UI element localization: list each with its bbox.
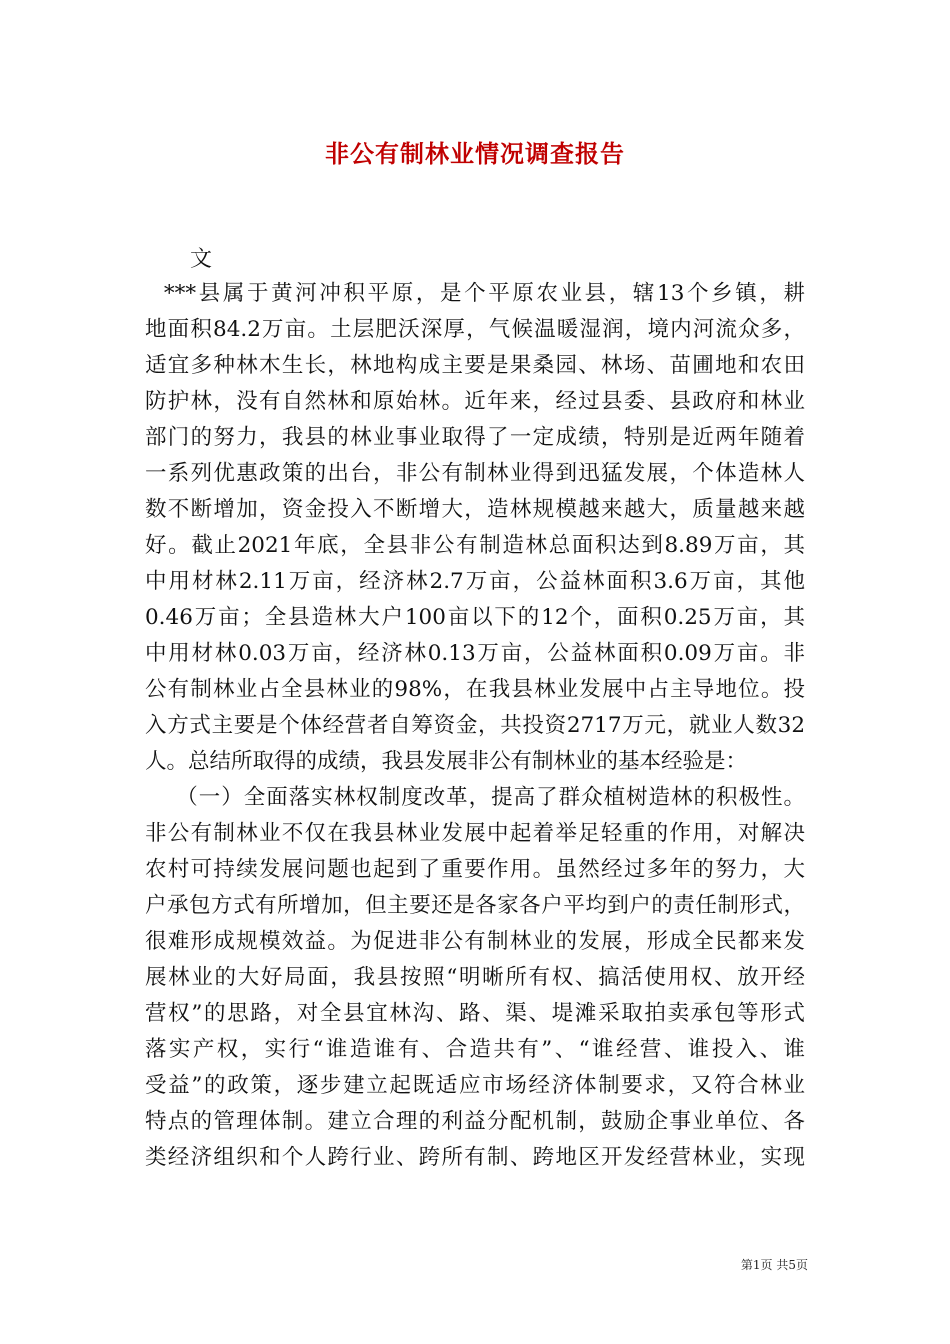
text-line: 中用材林2.11万亩，经济林2.7万亩，公益林面积3.6万亩，其他 bbox=[145, 569, 805, 594]
body-text bbox=[145, 276, 805, 1176]
text-line: 数不断增加，资金投入不断增大，造林规模越来越大，质量越来越 bbox=[145, 497, 805, 522]
text-line: 落实产权，实行“谁造谁有、合造共有”、“谁经营、谁投入、谁 bbox=[145, 1037, 805, 1062]
page-number-footer: 第1页 共5页 bbox=[740, 1258, 808, 1272]
text-line: 0.46万亩；全县造林大户100亩以下的12个，面积0.25万亩，其 bbox=[145, 605, 805, 630]
text-line: 地面积84.2万亩。土层肥沃深厚，气候温暖湿润，境内河流众多， bbox=[145, 317, 805, 342]
text-line: 人。总结所取得的成绩，我县发展非公有制林业的基本经验是： bbox=[145, 749, 748, 774]
text-line: 农村可持续发展问题也起到了重要作用。虽然经过多年的努力，大 bbox=[145, 857, 805, 882]
text-line: 特点的管理体制。建立合理的利益分配机制，鼓励企事业单位、各 bbox=[145, 1109, 805, 1134]
document-title: 非公有制林业情况调查报告 bbox=[325, 140, 625, 168]
author-label: 文 bbox=[190, 247, 213, 272]
text-line: 中用材林0.03万亩，经济林0.13万亩，公益林面积0.09万亩。非 bbox=[145, 641, 805, 666]
text-line: 入方式主要是个体经营者自筹资金，共投资2717万元，就业人数32 bbox=[145, 713, 805, 738]
text-line: 防护林，没有自然林和原始林。近年来，经过县委、县政府和林业 bbox=[145, 389, 805, 414]
text-line: ***县属于黄河冲积平原，是个平原农业县，辖13个乡镇，耕 bbox=[145, 281, 805, 306]
text-line: 营权”的思路，对全县宜林沟、路、渠、堤滩采取拍卖承包等形式 bbox=[145, 1001, 805, 1026]
text-line: 很难形成规模效益。为促进非公有制林业的发展，形成全民都来发 bbox=[145, 929, 805, 954]
text-line: 非公有制林业不仅在我县林业发展中起着举足轻重的作用，对解决 bbox=[145, 821, 805, 846]
text-line: 部门的努力，我县的林业事业取得了一定成绩，特别是近两年随着 bbox=[145, 425, 805, 450]
text-line: 一系列优惠政策的出台，非公有制林业得到迅猛发展，个体造林人 bbox=[145, 461, 805, 486]
text-line: 好。截止2021年底，全县非公有制造林总面积达到8.89万亩，其 bbox=[145, 533, 805, 558]
text-line: 展林业的大好局面，我县按照“明晰所有权、搞活使用权、放开经 bbox=[145, 965, 805, 990]
text-line: 受益”的政策，逐步建立起既适应市场经济体制要求，又符合林业 bbox=[145, 1073, 805, 1098]
text-line: 公有制林业占全县林业的98%，在我县林业发展中占主导地位。投 bbox=[145, 677, 805, 702]
text-line: 适宜多种林木生长，林地构成主要是果桑园、林场、苗圃地和农田 bbox=[145, 353, 805, 378]
section-heading-line: （一）全面落实林权制度改革，提高了群众植树造林的积极性。 bbox=[145, 785, 805, 810]
text-line: 类经济组织和个人跨行业、跨所有制、跨地区开发经营林业，实现 bbox=[145, 1145, 805, 1170]
text-line: 户承包方式有所增加，但主要还是各家各户平均到户的责任制形式， bbox=[145, 893, 805, 918]
